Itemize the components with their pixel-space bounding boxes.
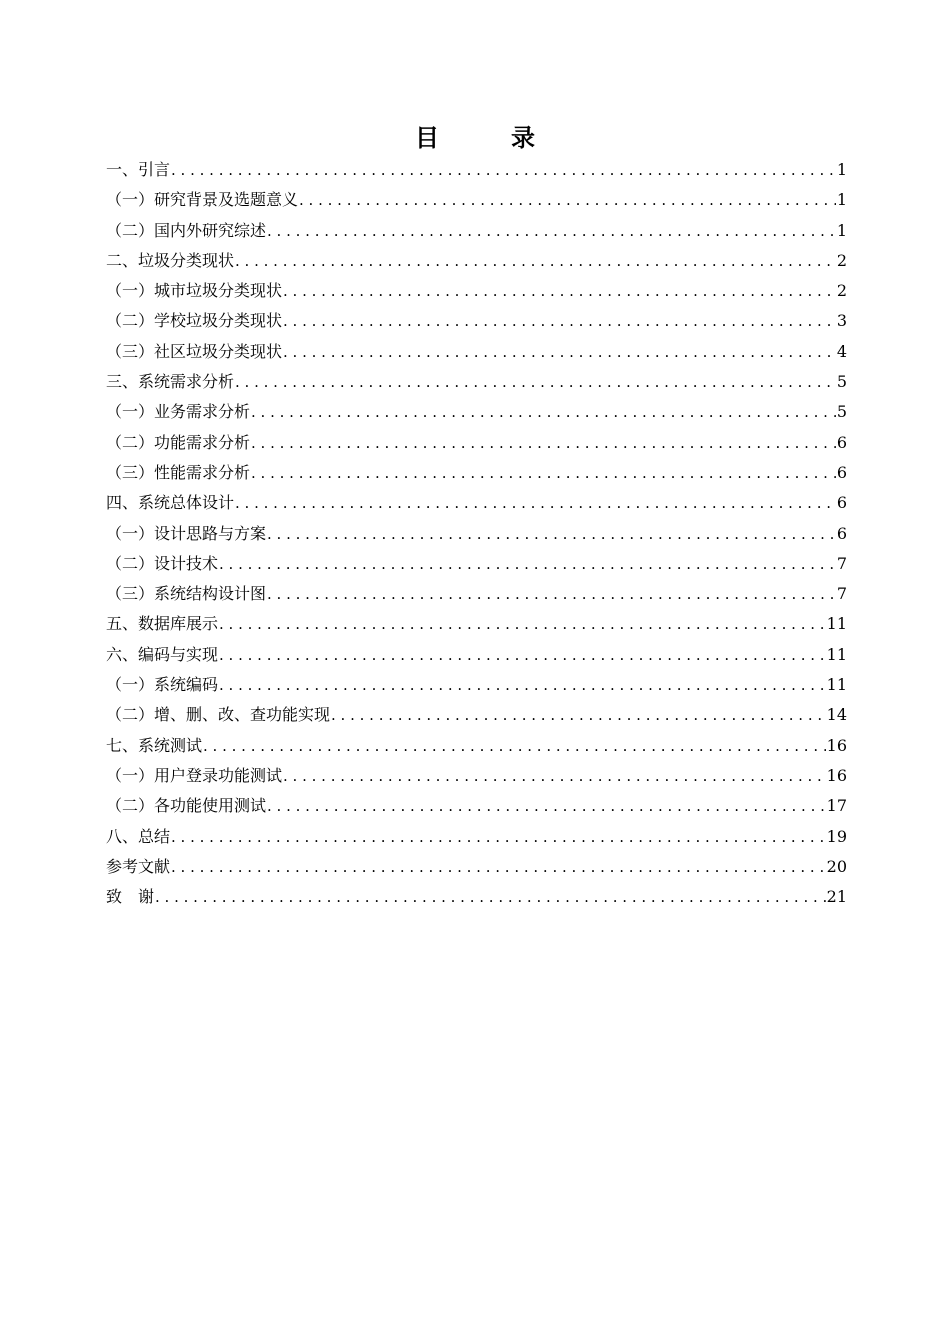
toc-entry-label: （二）增、删、改、查功能实现 — [106, 705, 331, 725]
toc-entry[interactable] — [106, 791, 847, 821]
toc-entry-page-number: 20 — [826, 856, 847, 876]
toc-entry[interactable] — [106, 276, 847, 306]
dot-leader — [251, 397, 836, 427]
dot-leader — [251, 428, 836, 458]
toc-entry-page-number: 6 — [836, 432, 847, 452]
toc-entry-label: 八、总结 — [106, 826, 171, 846]
table-of-contents — [106, 155, 847, 912]
dot-leader — [235, 367, 836, 397]
toc-entry-label: 一、引言 — [106, 160, 171, 179]
toc-entry[interactable] — [106, 337, 847, 367]
dot-leader — [283, 337, 836, 367]
toc-entry-label: 五、数据库展示 — [106, 614, 219, 634]
toc-entry-page-number: 4 — [836, 341, 847, 361]
toc-entry-label: 致 谢 — [106, 887, 155, 907]
toc-entry[interactable] — [106, 700, 847, 730]
toc-entry[interactable] — [106, 549, 847, 579]
page-title: 目 录 — [415, 123, 559, 152]
toc-entry-label: （一）研究背景及选题意义 — [106, 190, 299, 210]
toc-entry[interactable] — [106, 397, 847, 427]
toc-entry[interactable] — [106, 367, 847, 397]
toc-entry[interactable] — [106, 216, 847, 246]
dot-leader — [267, 791, 826, 821]
toc-entry[interactable] — [106, 519, 847, 549]
toc-entry-label: 七、系统测试 — [106, 735, 203, 755]
toc-entry-label: （三）系统结构设计图 — [106, 584, 267, 604]
toc-entry-page-number: 6 — [836, 523, 847, 543]
toc-entry-page-number: 16 — [826, 765, 847, 785]
toc-entry-page-number: 5 — [836, 402, 847, 422]
toc-entry-page-number: 11 — [826, 614, 847, 634]
dot-leader — [235, 488, 836, 518]
toc-entry-page-number: 7 — [836, 553, 847, 573]
toc-entry[interactable] — [106, 579, 847, 609]
dot-leader — [155, 882, 826, 912]
toc-entry[interactable] — [106, 306, 847, 336]
toc-entry-page-number: 6 — [836, 493, 847, 513]
dot-leader — [171, 822, 826, 852]
toc-entry-label: 二、垃圾分类现状 — [106, 250, 235, 270]
toc-entry-page-number: 6 — [836, 462, 847, 482]
dot-leader — [171, 852, 826, 882]
dot-leader — [283, 276, 836, 306]
dot-leader — [331, 700, 826, 730]
dot-leader — [235, 246, 836, 276]
toc-entry-page-number: 11 — [826, 675, 847, 695]
toc-entry[interactable] — [106, 640, 847, 670]
toc-entry[interactable] — [106, 822, 847, 852]
toc-entry-label: 六、编码与实现 — [106, 644, 219, 664]
toc-entry[interactable] — [106, 852, 847, 882]
toc-entry[interactable] — [106, 609, 847, 639]
dot-leader — [283, 761, 826, 791]
dot-leader — [203, 731, 826, 761]
toc-entry-page-number: 16 — [826, 735, 847, 755]
dot-leader — [219, 549, 836, 579]
toc-entry-label: 参考文献 — [106, 856, 171, 876]
toc-entry[interactable] — [106, 428, 847, 458]
toc-entry[interactable] — [106, 761, 847, 791]
toc-entry-page-number: 1 — [836, 220, 847, 240]
dot-leader — [219, 670, 826, 700]
toc-entry-page-number: 2 — [836, 281, 847, 301]
toc-entry-page-number: 1 — [836, 160, 847, 179]
toc-entry-label: （三）性能需求分析 — [106, 462, 251, 482]
toc-entry-label: （二）学校垃圾分类现状 — [106, 311, 283, 331]
toc-entry-label: （二）设计技术 — [106, 553, 219, 573]
dot-leader — [299, 185, 836, 215]
toc-entry[interactable] — [106, 246, 847, 276]
toc-entry-label: （一）系统编码 — [106, 675, 219, 695]
toc-entry[interactable] — [106, 670, 847, 700]
toc-entry-page-number: 2 — [836, 250, 847, 270]
toc-entry[interactable] — [106, 488, 847, 518]
toc-entry-label: （二）各功能使用测试 — [106, 796, 267, 816]
toc-entry-page-number: 17 — [826, 796, 847, 816]
dot-leader — [219, 640, 826, 670]
toc-entry-label: 三、系统需求分析 — [106, 372, 235, 392]
toc-entry-label: （一）设计思路与方案 — [106, 523, 267, 543]
toc-entry-label: （二）功能需求分析 — [106, 432, 251, 452]
toc-entry-label: （一）用户登录功能测试 — [106, 765, 283, 785]
toc-entry-page-number: 3 — [836, 311, 847, 331]
toc-entry-label: 四、系统总体设计 — [106, 493, 235, 513]
toc-entry-page-number: 5 — [836, 372, 847, 392]
toc-entry-page-number: 14 — [826, 705, 847, 725]
dot-leader — [219, 609, 826, 639]
dot-leader — [251, 458, 836, 488]
toc-entry-page-number: 1 — [836, 190, 847, 210]
toc-entry-label: （三）社区垃圾分类现状 — [106, 341, 283, 361]
toc-entry[interactable] — [106, 185, 847, 215]
dot-leader — [267, 216, 836, 246]
toc-entry[interactable] — [106, 458, 847, 488]
toc-entry-page-number: 7 — [836, 584, 847, 604]
dot-leader — [267, 519, 836, 549]
dot-leader — [283, 306, 836, 336]
toc-entry[interactable] — [106, 731, 847, 761]
toc-entry-page-number: 19 — [826, 826, 847, 846]
dot-leader — [171, 155, 836, 185]
toc-entry-page-number: 11 — [826, 644, 847, 664]
toc-entry[interactable] — [106, 155, 847, 185]
toc-entry-page-number: 21 — [826, 887, 847, 907]
toc-entry-label: （一）城市垃圾分类现状 — [106, 281, 283, 301]
toc-entry[interactable] — [106, 882, 847, 912]
toc-entry-label: （二）国内外研究综述 — [106, 220, 267, 240]
dot-leader — [267, 579, 836, 609]
toc-entry-label: （一）业务需求分析 — [106, 402, 251, 422]
